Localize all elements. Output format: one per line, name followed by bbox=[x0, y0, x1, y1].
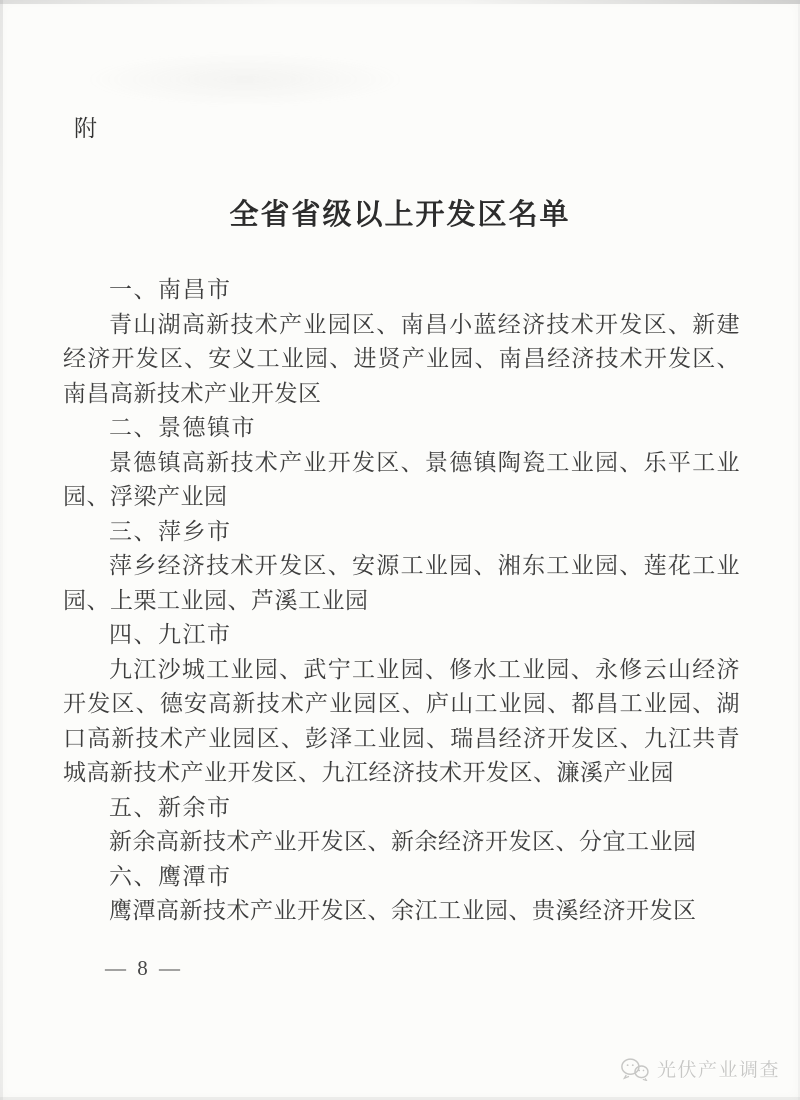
section-heading: 一、南昌市 bbox=[109, 277, 232, 302]
section-body: 景德镇高新技术产业开发区、景德镇陶瓷工业园、乐平工业园、浮梁产业园 bbox=[63, 449, 740, 509]
section-heading: 二、景德镇市 bbox=[109, 415, 256, 440]
page-number: — 8 — bbox=[105, 955, 183, 980]
scan-edge-left bbox=[0, 0, 3, 1100]
section-body: 新余高新技术产业开发区、新余经济开发区、分宜工业园 bbox=[109, 829, 697, 854]
attachment-label: 附 bbox=[74, 116, 98, 141]
city-section bbox=[63, 791, 740, 860]
city-section bbox=[63, 411, 740, 515]
section-body: 萍乡经济技术开发区、安源工业园、湘东工业园、莲花工业园、上栗工业园、芦溪工业园 bbox=[63, 553, 740, 613]
section-body: 青山湖高新技术产业园区、南昌小蓝经济技术开发区、新建经济开发区、安义工业园、进贤产业园、南昌经济技术开发区、南昌高新技术产业开发区 bbox=[63, 311, 740, 406]
section-heading: 四、九江市 bbox=[109, 622, 232, 647]
watermark bbox=[620, 1055, 780, 1082]
section-heading: 三、萍乡市 bbox=[109, 518, 232, 544]
wechat-icon bbox=[620, 1057, 650, 1081]
city-section bbox=[63, 618, 740, 791]
watermark-text: 光伏产业调查 bbox=[656, 1060, 780, 1081]
city-section bbox=[63, 860, 740, 929]
city-section bbox=[63, 515, 740, 619]
sections-list bbox=[63, 273, 740, 929]
section-body: 鹰潭高新技术产业开发区、余江工业园、贵溪经济开发区 bbox=[109, 898, 697, 923]
bleed-through-artifact bbox=[85, 52, 405, 107]
scan-edge-top bbox=[0, 0, 800, 4]
section-heading: 五、新余市 bbox=[109, 794, 232, 820]
page-title: 全省省级以上开发区名单 bbox=[229, 199, 571, 231]
section-body: 九江沙城工业园、武宁工业园、修水工业园、永修云山经济开发区、德安高新技术产业园区、庐山工业园、都昌工业园、湖口高新技术产业园区、彭泽工业园、瑞昌经济开发区、九江共青城高新技术产业开发区、九江经济技术开发区、濂溪产业园 bbox=[63, 656, 740, 785]
city-section bbox=[63, 273, 740, 411]
section-heading: 六、鹰潭市 bbox=[109, 863, 232, 889]
